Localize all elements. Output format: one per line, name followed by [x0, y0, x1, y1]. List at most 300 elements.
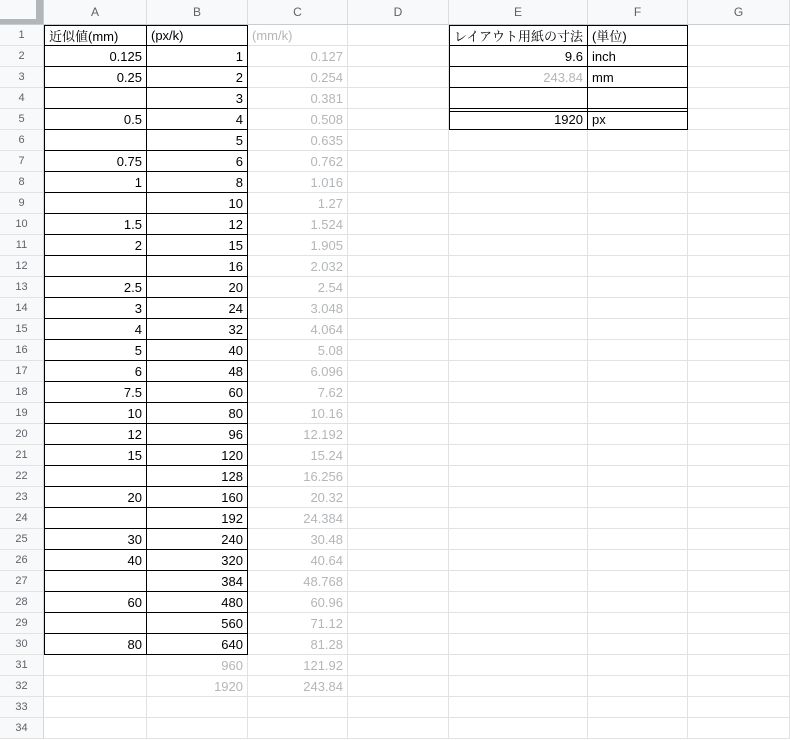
- sheet-grid-body: [0, 25, 790, 739]
- cell-F19[interactable]: [588, 403, 688, 424]
- cell-A30[interactable]: 80: [44, 634, 147, 655]
- cell-B33[interactable]: [147, 697, 248, 718]
- cell-D23[interactable]: [348, 487, 449, 508]
- cell-A9[interactable]: [44, 193, 147, 214]
- cell-E25[interactable]: [449, 529, 588, 550]
- row-header-13[interactable]: 13: [0, 277, 44, 298]
- cell-D30[interactable]: [348, 634, 449, 655]
- cell-A17[interactable]: 6: [44, 361, 147, 382]
- cell-E9[interactable]: [449, 193, 588, 214]
- cell-B28[interactable]: 480: [147, 592, 248, 613]
- row-header-24[interactable]: 24: [0, 508, 44, 529]
- cell-B22[interactable]: 128: [147, 466, 248, 487]
- row-header-30[interactable]: 30: [0, 634, 44, 655]
- cell-G33[interactable]: [688, 697, 790, 718]
- cell-B26[interactable]: 320: [147, 550, 248, 571]
- cell-A29[interactable]: [44, 613, 147, 634]
- cell-D33[interactable]: [348, 697, 449, 718]
- cell-A25[interactable]: 30: [44, 529, 147, 550]
- cell-A19[interactable]: 10: [44, 403, 147, 424]
- cell-E1[interactable]: レイアウト用紙の寸法: [449, 25, 588, 46]
- cell-D14[interactable]: [348, 298, 449, 319]
- cell-G31[interactable]: [688, 655, 790, 676]
- cell-G28[interactable]: [688, 592, 790, 613]
- cell-A34[interactable]: [44, 718, 147, 739]
- cell-A24[interactable]: [44, 508, 147, 529]
- cell-B25[interactable]: 240: [147, 529, 248, 550]
- cell-A14[interactable]: 3: [44, 298, 147, 319]
- cell-B30[interactable]: 640: [147, 634, 248, 655]
- cell-C5[interactable]: 0.508: [248, 109, 348, 130]
- row-header-1[interactable]: 1: [0, 25, 44, 46]
- row-header-26[interactable]: 26: [0, 550, 44, 571]
- cell-D12[interactable]: [348, 256, 449, 277]
- cell-A22[interactable]: [44, 466, 147, 487]
- cell-F7[interactable]: [588, 151, 688, 172]
- cell-G19[interactable]: [688, 403, 790, 424]
- cell-D1[interactable]: [348, 25, 449, 46]
- cell-B21[interactable]: 120: [147, 445, 248, 466]
- cell-A8[interactable]: 1: [44, 172, 147, 193]
- cell-E12[interactable]: [449, 256, 588, 277]
- column-header-A[interactable]: A: [44, 0, 147, 25]
- cell-C11[interactable]: 1.905: [248, 235, 348, 256]
- column-header-C[interactable]: C: [248, 0, 348, 25]
- cell-D6[interactable]: [348, 130, 449, 151]
- cell-C28[interactable]: 60.96: [248, 592, 348, 613]
- row-header-18[interactable]: 18: [0, 382, 44, 403]
- column-header-G[interactable]: G: [688, 0, 790, 25]
- cell-F32[interactable]: [588, 676, 688, 697]
- cell-C22[interactable]: 16.256: [248, 466, 348, 487]
- sheet-row-20: [0, 424, 790, 445]
- cell-C21[interactable]: 15.24: [248, 445, 348, 466]
- sheet-row-1: [0, 25, 790, 46]
- sheet-row-16: [0, 340, 790, 361]
- row-header-6[interactable]: 6: [0, 130, 44, 151]
- sheet-row-24: [0, 508, 790, 529]
- cell-E18[interactable]: [449, 382, 588, 403]
- row-header-23[interactable]: 23: [0, 487, 44, 508]
- cell-E17[interactable]: [449, 361, 588, 382]
- row-header-22[interactable]: 22: [0, 466, 44, 487]
- cell-D2[interactable]: [348, 46, 449, 67]
- cell-F21[interactable]: [588, 445, 688, 466]
- sheet-row-33: [0, 697, 790, 718]
- cell-A18[interactable]: 7.5: [44, 382, 147, 403]
- cell-C8[interactable]: 1.016: [248, 172, 348, 193]
- row-header-31[interactable]: 31: [0, 655, 44, 676]
- cell-E10[interactable]: [449, 214, 588, 235]
- row-header-33[interactable]: 33: [0, 697, 44, 718]
- cell-B20[interactable]: 96: [147, 424, 248, 445]
- cell-F10[interactable]: [588, 214, 688, 235]
- cell-C23[interactable]: 20.32: [248, 487, 348, 508]
- cell-D26[interactable]: [348, 550, 449, 571]
- cell-D17[interactable]: [348, 361, 449, 382]
- cell-D10[interactable]: [348, 214, 449, 235]
- cell-B12[interactable]: 16: [147, 256, 248, 277]
- cell-C1[interactable]: (mm/k): [248, 25, 348, 46]
- sheet-row-5: [0, 109, 790, 130]
- cell-C9[interactable]: 1.27: [248, 193, 348, 214]
- cell-G14[interactable]: [688, 298, 790, 319]
- sheet-row-23: [0, 487, 790, 508]
- cell-A7[interactable]: 0.75: [44, 151, 147, 172]
- cell-C26[interactable]: 40.64: [248, 550, 348, 571]
- row-header-17[interactable]: 17: [0, 361, 44, 382]
- cell-D13[interactable]: [348, 277, 449, 298]
- cell-G20[interactable]: [688, 424, 790, 445]
- cell-G5[interactable]: [688, 109, 790, 130]
- cell-B7[interactable]: 6: [147, 151, 248, 172]
- cell-B16[interactable]: 40: [147, 340, 248, 361]
- cell-E5[interactable]: 1920: [449, 109, 588, 130]
- cell-F28[interactable]: [588, 592, 688, 613]
- cell-G6[interactable]: [688, 130, 790, 151]
- cell-E29[interactable]: [449, 613, 588, 634]
- cell-E3[interactable]: 243.84: [449, 67, 588, 88]
- sheet-row-8: [0, 172, 790, 193]
- cell-G26[interactable]: [688, 550, 790, 571]
- cell-G17[interactable]: [688, 361, 790, 382]
- cell-F12[interactable]: [588, 256, 688, 277]
- cell-C4[interactable]: 0.381: [248, 88, 348, 109]
- row-header-8[interactable]: 8: [0, 172, 44, 193]
- cell-A1[interactable]: 近似値(mm): [44, 25, 147, 46]
- cell-C18[interactable]: 7.62: [248, 382, 348, 403]
- cell-F34[interactable]: [588, 718, 688, 739]
- cell-C12[interactable]: 2.032: [248, 256, 348, 277]
- cell-C7[interactable]: 0.762: [248, 151, 348, 172]
- cell-E14[interactable]: [449, 298, 588, 319]
- cell-G11[interactable]: [688, 235, 790, 256]
- cell-C29[interactable]: 71.12: [248, 613, 348, 634]
- cell-D27[interactable]: [348, 571, 449, 592]
- cell-D19[interactable]: [348, 403, 449, 424]
- cell-F1[interactable]: (単位): [588, 25, 688, 46]
- row-header-29[interactable]: 29: [0, 613, 44, 634]
- cell-G15[interactable]: [688, 319, 790, 340]
- cell-D28[interactable]: [348, 592, 449, 613]
- cell-F27[interactable]: [588, 571, 688, 592]
- cell-B14[interactable]: 24: [147, 298, 248, 319]
- cell-C24[interactable]: 24.384: [248, 508, 348, 529]
- cell-D8[interactable]: [348, 172, 449, 193]
- cell-F29[interactable]: [588, 613, 688, 634]
- cell-F13[interactable]: [588, 277, 688, 298]
- cell-B13[interactable]: 20: [147, 277, 248, 298]
- cell-E33[interactable]: [449, 697, 588, 718]
- cell-G2[interactable]: [688, 46, 790, 67]
- row-header-28[interactable]: 28: [0, 592, 44, 613]
- cell-D4[interactable]: [348, 88, 449, 109]
- row-header-16[interactable]: 16: [0, 340, 44, 361]
- sheet-row-15: [0, 319, 790, 340]
- cell-G10[interactable]: [688, 214, 790, 235]
- cell-F2[interactable]: inch: [588, 46, 688, 67]
- cell-F22[interactable]: [588, 466, 688, 487]
- cell-G12[interactable]: [688, 256, 790, 277]
- cell-D24[interactable]: [348, 508, 449, 529]
- cell-A13[interactable]: 2.5: [44, 277, 147, 298]
- cell-G7[interactable]: [688, 151, 790, 172]
- cell-A20[interactable]: 12: [44, 424, 147, 445]
- cell-B32[interactable]: 1920: [147, 676, 248, 697]
- cell-C13[interactable]: 2.54: [248, 277, 348, 298]
- cell-D32[interactable]: [348, 676, 449, 697]
- cell-A5[interactable]: 0.5: [44, 109, 147, 130]
- cell-B17[interactable]: 48: [147, 361, 248, 382]
- cell-A2[interactable]: 0.125: [44, 46, 147, 67]
- cell-C2[interactable]: 0.127: [248, 46, 348, 67]
- cell-F14[interactable]: [588, 298, 688, 319]
- cell-G30[interactable]: [688, 634, 790, 655]
- cell-F25[interactable]: [588, 529, 688, 550]
- cell-E13[interactable]: [449, 277, 588, 298]
- cell-G34[interactable]: [688, 718, 790, 739]
- cell-F23[interactable]: [588, 487, 688, 508]
- cell-E24[interactable]: [449, 508, 588, 529]
- sheet-row-12: [0, 256, 790, 277]
- cell-D3[interactable]: [348, 67, 449, 88]
- cell-E28[interactable]: [449, 592, 588, 613]
- cell-A26[interactable]: 40: [44, 550, 147, 571]
- cell-B24[interactable]: 192: [147, 508, 248, 529]
- cell-D7[interactable]: [348, 151, 449, 172]
- cell-E19[interactable]: [449, 403, 588, 424]
- sheet-row-11: [0, 235, 790, 256]
- cell-E16[interactable]: [449, 340, 588, 361]
- row-header-20[interactable]: 20: [0, 424, 44, 445]
- cell-F15[interactable]: [588, 319, 688, 340]
- row-header-10[interactable]: 10: [0, 214, 44, 235]
- cell-C17[interactable]: 6.096: [248, 361, 348, 382]
- cell-D31[interactable]: [348, 655, 449, 676]
- cell-F18[interactable]: [588, 382, 688, 403]
- cell-D20[interactable]: [348, 424, 449, 445]
- sheet-row-32: [0, 676, 790, 697]
- cell-A23[interactable]: 20: [44, 487, 147, 508]
- cell-D16[interactable]: [348, 340, 449, 361]
- cell-G3[interactable]: [688, 67, 790, 88]
- cell-F30[interactable]: [588, 634, 688, 655]
- cell-C20[interactable]: 12.192: [248, 424, 348, 445]
- cell-C31[interactable]: 121.92: [248, 655, 348, 676]
- cell-E21[interactable]: [449, 445, 588, 466]
- cell-B5[interactable]: 4: [147, 109, 248, 130]
- column-header-F[interactable]: F: [588, 0, 688, 25]
- sheet-row-2: [0, 46, 790, 67]
- cell-G13[interactable]: [688, 277, 790, 298]
- cell-F31[interactable]: [588, 655, 688, 676]
- cell-B27[interactable]: 384: [147, 571, 248, 592]
- cell-C15[interactable]: 4.064: [248, 319, 348, 340]
- sheet-row-21: [0, 445, 790, 466]
- cell-F6[interactable]: [588, 130, 688, 151]
- sheet-row-18: [0, 382, 790, 403]
- cell-C19[interactable]: 10.16: [248, 403, 348, 424]
- cell-B8[interactable]: 8: [147, 172, 248, 193]
- cell-A10[interactable]: 1.5: [44, 214, 147, 235]
- cell-G9[interactable]: [688, 193, 790, 214]
- cell-F9[interactable]: [588, 193, 688, 214]
- cell-C6[interactable]: 0.635: [248, 130, 348, 151]
- row-header-25[interactable]: 25: [0, 529, 44, 550]
- cell-D21[interactable]: [348, 445, 449, 466]
- cell-E32[interactable]: [449, 676, 588, 697]
- cell-C27[interactable]: 48.768: [248, 571, 348, 592]
- cell-A27[interactable]: [44, 571, 147, 592]
- cell-G1[interactable]: [688, 25, 790, 46]
- cell-F3[interactable]: mm: [588, 67, 688, 88]
- cell-G16[interactable]: [688, 340, 790, 361]
- cell-E27[interactable]: [449, 571, 588, 592]
- cell-F8[interactable]: [588, 172, 688, 193]
- row-header-15[interactable]: 15: [0, 319, 44, 340]
- sheet-row-14: [0, 298, 790, 319]
- cell-A28[interactable]: 60: [44, 592, 147, 613]
- cell-C14[interactable]: 3.048: [248, 298, 348, 319]
- cell-G23[interactable]: [688, 487, 790, 508]
- row-header-9[interactable]: 9: [0, 193, 44, 214]
- cell-B34[interactable]: [147, 718, 248, 739]
- cell-B18[interactable]: 60: [147, 382, 248, 403]
- cell-A11[interactable]: 2: [44, 235, 147, 256]
- row-header-27[interactable]: 27: [0, 571, 44, 592]
- row-header-32[interactable]: 32: [0, 676, 44, 697]
- cell-F4[interactable]: [588, 88, 688, 109]
- cell-G29[interactable]: [688, 613, 790, 634]
- cell-C33[interactable]: [248, 697, 348, 718]
- cell-G22[interactable]: [688, 466, 790, 487]
- row-header-19[interactable]: 19: [0, 403, 44, 424]
- cell-B9[interactable]: 10: [147, 193, 248, 214]
- cell-A16[interactable]: 5: [44, 340, 147, 361]
- cell-F24[interactable]: [588, 508, 688, 529]
- cell-B11[interactable]: 15: [147, 235, 248, 256]
- cell-D22[interactable]: [348, 466, 449, 487]
- cell-E4[interactable]: [449, 88, 588, 109]
- cell-B1[interactable]: (px/k): [147, 25, 248, 46]
- cell-E2[interactable]: 9.6: [449, 46, 588, 67]
- cell-C25[interactable]: 30.48: [248, 529, 348, 550]
- cell-A33[interactable]: [44, 697, 147, 718]
- cell-E30[interactable]: [449, 634, 588, 655]
- cell-F11[interactable]: [588, 235, 688, 256]
- cell-F20[interactable]: [588, 424, 688, 445]
- cell-E15[interactable]: [449, 319, 588, 340]
- cell-G4[interactable]: [688, 88, 790, 109]
- cell-D9[interactable]: [348, 193, 449, 214]
- cell-D5[interactable]: [348, 109, 449, 130]
- row-header-12[interactable]: 12: [0, 256, 44, 277]
- cell-D34[interactable]: [348, 718, 449, 739]
- cell-E34[interactable]: [449, 718, 588, 739]
- cell-G32[interactable]: [688, 676, 790, 697]
- cell-E20[interactable]: [449, 424, 588, 445]
- cell-G8[interactable]: [688, 172, 790, 193]
- row-header-4[interactable]: 4: [0, 88, 44, 109]
- cell-A21[interactable]: 15: [44, 445, 147, 466]
- cell-A4[interactable]: [44, 88, 147, 109]
- cell-D15[interactable]: [348, 319, 449, 340]
- cell-G18[interactable]: [688, 382, 790, 403]
- cell-B3[interactable]: 2: [147, 67, 248, 88]
- cell-C16[interactable]: 5.08: [248, 340, 348, 361]
- row-header-11[interactable]: 11: [0, 235, 44, 256]
- cell-C10[interactable]: 1.524: [248, 214, 348, 235]
- cell-E7[interactable]: [449, 151, 588, 172]
- cell-G21[interactable]: [688, 445, 790, 466]
- cell-C30[interactable]: 81.28: [248, 634, 348, 655]
- cell-A6[interactable]: [44, 130, 147, 151]
- select-all-corner[interactable]: [0, 0, 44, 25]
- cell-E8[interactable]: [449, 172, 588, 193]
- cell-C3[interactable]: 0.254: [248, 67, 348, 88]
- column-header-B[interactable]: B: [147, 0, 248, 25]
- sheet-row-29: [0, 613, 790, 634]
- cell-B2[interactable]: 1: [147, 46, 248, 67]
- cell-E23[interactable]: [449, 487, 588, 508]
- column-header-row: [0, 0, 790, 25]
- cell-G27[interactable]: [688, 571, 790, 592]
- cell-E6[interactable]: [449, 130, 588, 151]
- cell-B19[interactable]: 80: [147, 403, 248, 424]
- cell-B15[interactable]: 32: [147, 319, 248, 340]
- cell-E31[interactable]: [449, 655, 588, 676]
- row-header-14[interactable]: 14: [0, 298, 44, 319]
- column-header-E[interactable]: E: [449, 0, 588, 25]
- cell-B29[interactable]: 560: [147, 613, 248, 634]
- cell-D25[interactable]: [348, 529, 449, 550]
- cell-D18[interactable]: [348, 382, 449, 403]
- cell-F16[interactable]: [588, 340, 688, 361]
- cell-E26[interactable]: [449, 550, 588, 571]
- row-header-7[interactable]: 7: [0, 151, 44, 172]
- cell-D29[interactable]: [348, 613, 449, 634]
- cell-F33[interactable]: [588, 697, 688, 718]
- cell-E22[interactable]: [449, 466, 588, 487]
- cell-G25[interactable]: [688, 529, 790, 550]
- cell-B31[interactable]: 960: [147, 655, 248, 676]
- cell-F26[interactable]: [588, 550, 688, 571]
- cell-D11[interactable]: [348, 235, 449, 256]
- cell-F5[interactable]: px: [588, 109, 688, 130]
- row-header-34[interactable]: 34: [0, 718, 44, 739]
- cell-A31[interactable]: [44, 655, 147, 676]
- cell-C32[interactable]: 243.84: [248, 676, 348, 697]
- cell-E11[interactable]: [449, 235, 588, 256]
- sheet-row-34: [0, 718, 790, 739]
- cell-B4[interactable]: 3: [147, 88, 248, 109]
- cell-C34[interactable]: [248, 718, 348, 739]
- row-header-2[interactable]: 2: [0, 46, 44, 67]
- row-header-5[interactable]: 5: [0, 109, 44, 130]
- row-header-3[interactable]: 3: [0, 67, 44, 88]
- cell-A12[interactable]: [44, 256, 147, 277]
- row-header-21[interactable]: 21: [0, 445, 44, 466]
- cell-A15[interactable]: 4: [44, 319, 147, 340]
- cell-B6[interactable]: 5: [147, 130, 248, 151]
- cell-A32[interactable]: [44, 676, 147, 697]
- cell-A3[interactable]: 0.25: [44, 67, 147, 88]
- cell-F17[interactable]: [588, 361, 688, 382]
- cell-B23[interactable]: 160: [147, 487, 248, 508]
- cell-B10[interactable]: 12: [147, 214, 248, 235]
- column-header-D[interactable]: D: [348, 0, 449, 25]
- cell-G24[interactable]: [688, 508, 790, 529]
